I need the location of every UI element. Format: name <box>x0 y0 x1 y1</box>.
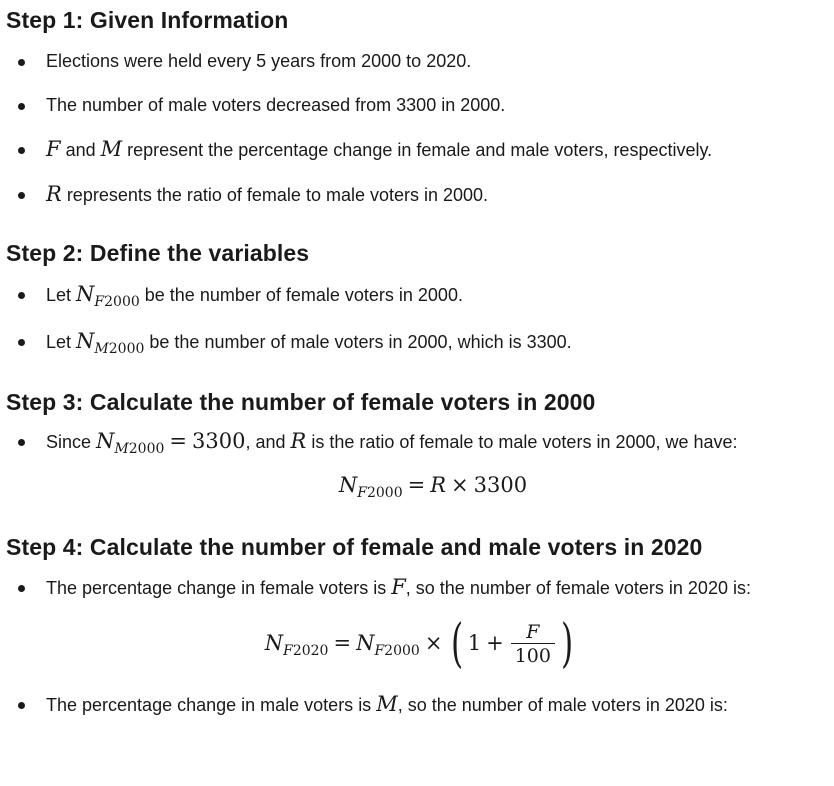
list-item: The percentage change in female voters is F, so the number of female voters in 2020 is: <box>6 574 826 601</box>
step4-heading: Step 4: Calculate the number of female and male voters in 2020 <box>6 534 703 560</box>
right-paren: ) <box>561 614 574 675</box>
list-item: Elections were held every 5 years from 2000 to 2020. <box>6 48 826 74</box>
equation-female-2020: $N_{F2020} = N_{F2000}$ × ( 1 + $\frac{F}{100}$ ) <box>264 614 574 675</box>
fraction: $\frac{F}{100}$ <box>511 621 555 668</box>
list-item: The number of male voters decreased from 3300 in 2000. <box>6 92 826 118</box>
step4-list-b <box>6 691 826 718</box>
var-F: F <box>46 137 61 161</box>
list-item: Let $N_{M2000}$ be the number of male voters in 2000, which is 3300. <box>6 328 826 357</box>
step2-list <box>6 281 826 357</box>
step2-heading: Step 2: Define the variables <box>6 240 310 266</box>
list-item: The percentage change in male voters is M, so the number of male voters in 2020 is: <box>6 691 826 718</box>
step3-heading: Step 3: Calculate the number of female voters in 2000 <box>6 389 596 415</box>
list-item: Since $N_{M2000} = 3300$, and R is the ratio of female to male voters in 2000, we have: <box>6 428 826 457</box>
step4-list-a <box>6 574 826 601</box>
list-item: F and M represent the percentage change in female and male voters, respectively. <box>6 136 826 163</box>
list-item: Let $N_{F2000}$ be the number of female voters in 2000. <box>6 281 826 310</box>
step3-list <box>6 428 826 457</box>
var-M: M <box>100 137 123 161</box>
step1-list <box>6 48 826 208</box>
step1-heading: Step 1: Given Information <box>6 7 289 33</box>
list-item: R represents the ratio of female to male voters in 2000. <box>6 181 826 208</box>
solution-document <box>0 5 826 718</box>
equation-female-2000: $N_{F2000} = R \times 3300$ <box>338 473 528 501</box>
left-paren: ( <box>451 614 464 675</box>
var-R: R <box>46 182 62 206</box>
